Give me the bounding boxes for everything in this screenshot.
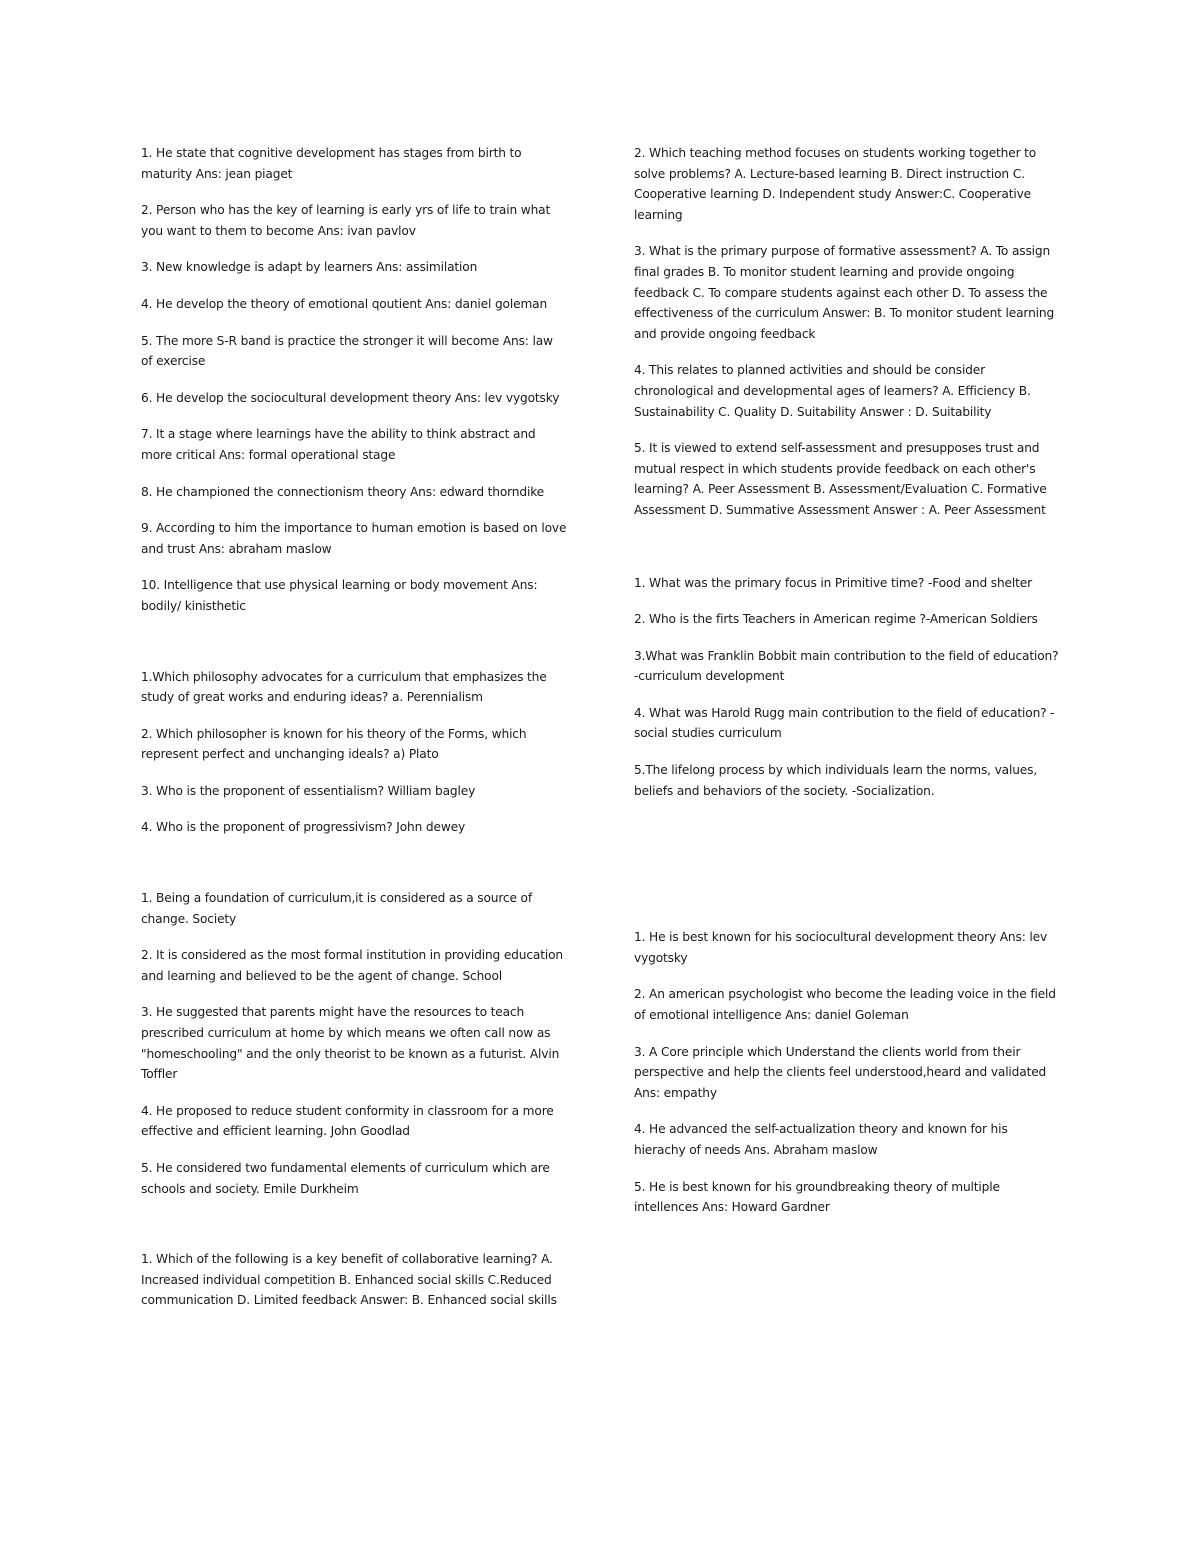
question-item: 7. It a stage where learnings have the ability to think abstract and more critical Ans: formal operational stage bbox=[141, 427, 536, 462]
question-item: 5. It is viewed to extend self-assessment and presupposes trust and mutual respect in which students provide feedback on each other's learning? A. Peer Assessment B. Assessment/Evaluation C. Formative Assessment D. Summative Assessment Answer : A. Peer Assessment bbox=[634, 441, 1047, 517]
right-section-3 bbox=[634, 927, 1062, 1218]
question-item: 4. What was Harold Rugg main contribution to the field of education? -social studies curriculum bbox=[634, 705, 1055, 741]
question-item: 3. A Core principle which Understand the clients world from their perspective and help the clients feel understood,heard and validated Ans: empathy bbox=[634, 1044, 1047, 1100]
question-item: 2. Which philosopher is known for his theory of the Forms, which represent perfect and unchanging ideals? a) Plato bbox=[141, 726, 527, 762]
right-section-2 bbox=[634, 573, 1062, 802]
question-item: 1. He is best known for his sociocultural development theory Ans: lev vygotsky bbox=[634, 930, 1048, 965]
question-item: 5. The more S-R band is practice the stronger it will become Ans: law of exercise bbox=[141, 333, 553, 369]
question-item: 6. He develop the sociocultural development theory Ans: lev vygotsky bbox=[141, 390, 560, 405]
question-item: 4. He develop the theory of emotional qoutient Ans: daniel goleman bbox=[141, 296, 548, 311]
left-section-3 bbox=[141, 888, 567, 1199]
question-item: 3. Who is the proponent of essentialism? William bagley bbox=[141, 783, 476, 798]
left-section-4 bbox=[141, 1249, 567, 1311]
question-item: 5.The lifelong process by which individuals learn the norms, values, beliefs and behaviors of the society. -Socialization. bbox=[634, 763, 1038, 798]
left-column bbox=[141, 143, 567, 1311]
question-item: 1. He state that cognitive development has stages from birth to maturity Ans: jean piaget bbox=[141, 146, 522, 181]
question-item: 4. He advanced the self-actualization theory and known for his hierachy of needs Ans. Abraham maslow bbox=[634, 1122, 1008, 1157]
question-item: 1.Which philosophy advocates for a curriculum that emphasizes the study of great works and enduring ideas? a. Perennialism bbox=[141, 669, 547, 705]
question-item: 4. He proposed to reduce student conformity in classroom for a more effective and efficient learning. John Goodlad bbox=[141, 1103, 554, 1139]
question-item: 1. Being a foundation of curriculum,it is considered as a source of change. Society bbox=[141, 891, 532, 926]
right-column bbox=[634, 143, 1062, 1218]
left-section-1 bbox=[141, 143, 567, 617]
left-section-2 bbox=[141, 667, 567, 839]
question-item: 3. He suggested that parents might have the resources to teach prescribed curriculum at home by which means we often call now as "homeschooling" and the only theorist to be known as a futurist. Alvin Toffler bbox=[141, 1005, 560, 1082]
question-item: 3. What is the primary purpose of formative assessment? A. To assign final grades B. To monitor student learning and provide ongoing feedback C. To compare students against each other D. To assess the effectiveness of the curriculum Answer: B. To monitor student learning and provide ongoing feedback bbox=[634, 244, 1055, 341]
question-item: 1. What was the primary focus in Primitive time? -Food and shelter bbox=[634, 575, 1032, 590]
question-item: 4. This relates to planned activities and should be consider chronological and developmental ages of learners? A. Efficiency B. Sustainability C. Quality D. Suitability Answer : D. Suitability bbox=[634, 363, 1031, 419]
question-item: 5. He is best known for his groundbreaking theory of multiple intellences Ans: Howard Gardner bbox=[634, 1179, 1000, 1215]
question-item: 9. According to him the importance to human emotion is based on love and trust Ans: abraham maslow bbox=[141, 521, 567, 556]
question-item: 5. He considered two fundamental elements of curriculum which are schools and society. Emile Durkheim bbox=[141, 1161, 550, 1196]
question-item: 2. Who is the firts Teachers in American regime ?-American Soldiers bbox=[634, 612, 1038, 627]
question-item: 4. Who is the proponent of progressivism? John dewey bbox=[141, 820, 466, 835]
right-section-1 bbox=[634, 143, 1062, 521]
question-item: 2. Person who has the key of learning is early yrs of life to train what you want to them to become Ans: ivan pavlov bbox=[141, 203, 551, 238]
question-item: 2. It is considered as the most formal institution in providing education and learning and believed to be the agent of change. School bbox=[141, 948, 563, 983]
question-item: 8. He championed the connectionism theory Ans: edward thorndike bbox=[141, 484, 545, 499]
question-item: 10. Intelligence that use physical learning or body movement Ans: bodily/ kinisthetic bbox=[141, 578, 538, 613]
question-item: 2. An american psychologist who become the leading voice in the field of emotional intelligence Ans: daniel Goleman bbox=[634, 987, 1056, 1023]
question-item: 3.What was Franklin Bobbit main contribution to the field of education?-curriculum development bbox=[634, 648, 1059, 684]
question-item: 3. New knowledge is adapt by learners Ans: assimilation bbox=[141, 260, 478, 275]
question-item: 2. Which teaching method focuses on students working together to solve problems? A. Lecture-based learning B. Direct instruction C. Cooperative learning D. Independent study Answer:C. Cooperative learning bbox=[634, 146, 1037, 222]
question-item: 1. Which of the following is a key benefit of collaborative learning? A. Increased individual competition B. Enhanced social skills C.Reduced communication D. Limited feedback Answer: B. Enhanced social skills bbox=[141, 1252, 557, 1308]
